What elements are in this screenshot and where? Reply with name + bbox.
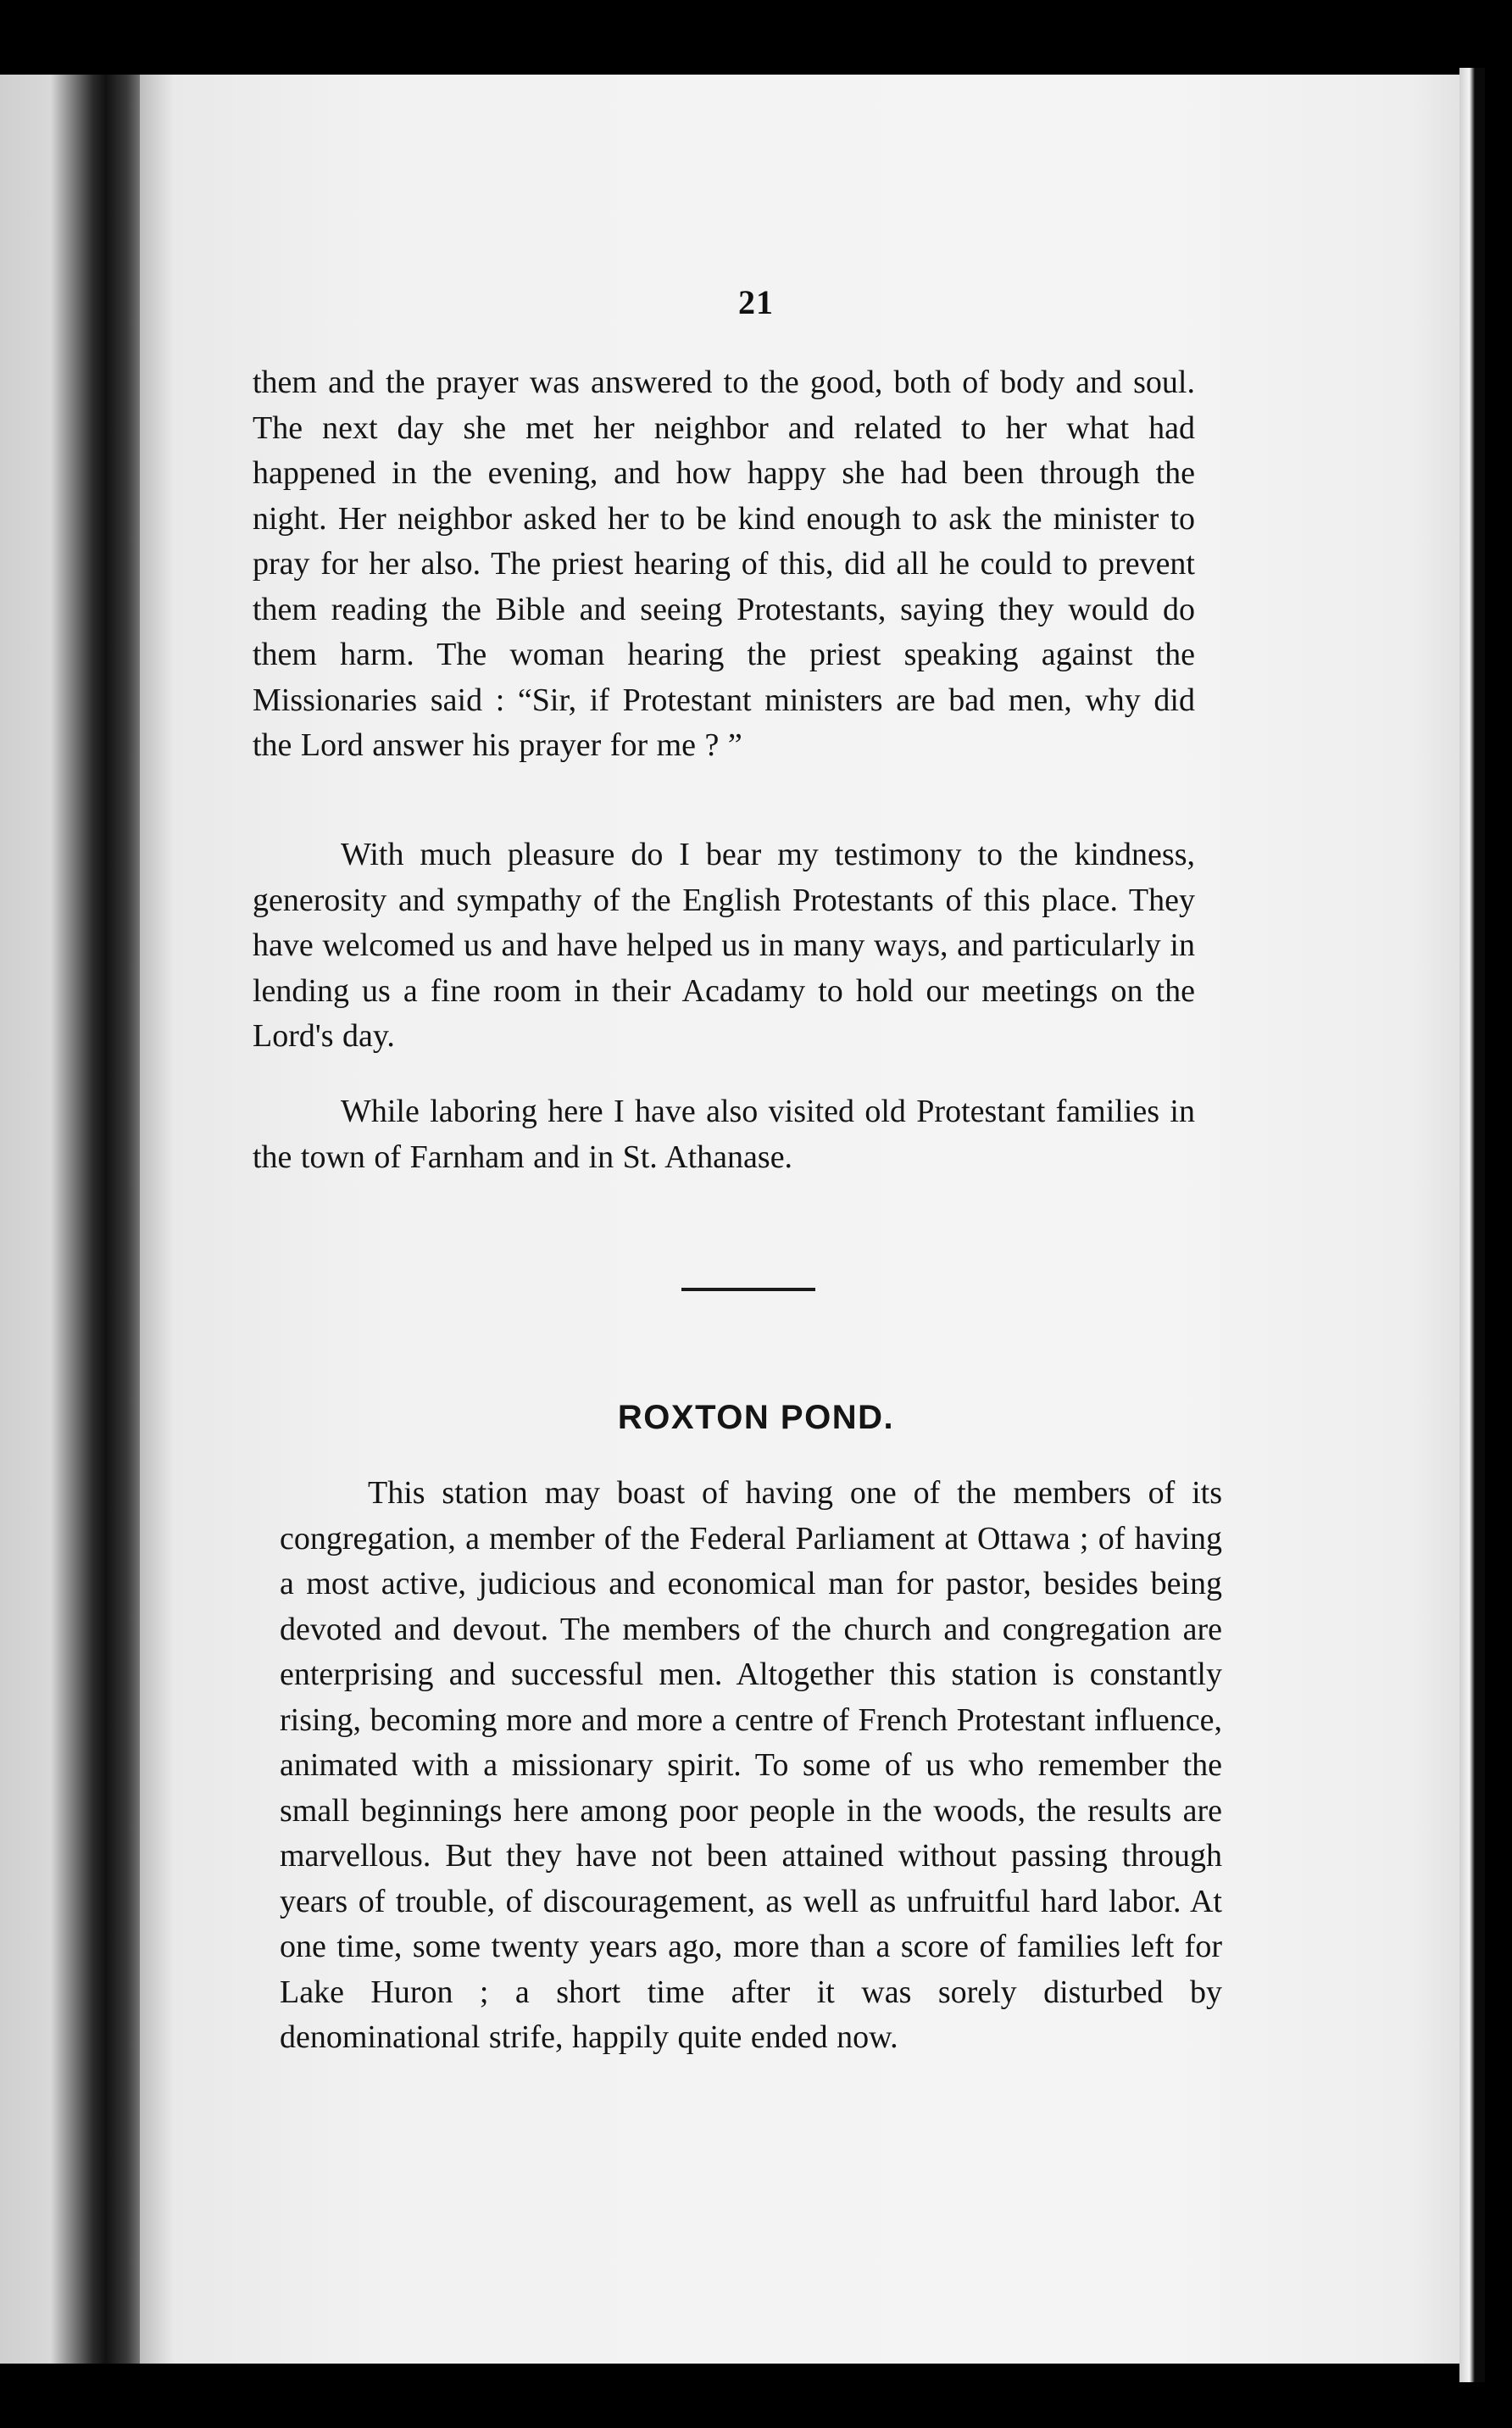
paragraph-text: them and the prayer was answered to the good, both of body and soul. The next day she met her neighbor and related to her what had happened in the evening, and how happy she had been through the night. Her neighbor asked her to be kind enough to ask the minister to pray for her also. The priest hearing of this, did all he could to prevent them reading the Bible and seeing Protestants, saying they would do them harm. The woman hearing the priest speaking against the Missionaries said : “Sir, if Protestant ministers are bad men, why did the Lord answer his prayer for me ? ” xyxy=(253,365,1195,763)
paragraph-visits xyxy=(253,1089,1195,1180)
section-heading: ROXTON POND. xyxy=(617,1399,895,1436)
book-gutter-shadow xyxy=(0,75,148,2364)
paragraph-text: With much pleasure do I bear my testimony to the kindness, generosity and sympathy of the English Protestants of this place. They have welcomed us and have helped us in many ways, and particularly in lending us a fine room in their Acadamy to hold our meetings on the Lord's day. xyxy=(253,837,1195,1054)
section-divider-rule xyxy=(681,1288,815,1291)
page-number: 21 xyxy=(738,283,774,321)
paragraph-roxton-pond xyxy=(280,1471,1222,2061)
paragraph-testimony xyxy=(253,833,1195,1060)
paragraph-text: This station may boast of having one of the members of its congregation, a member of the Federal Parliament at Ottawa ; of having a most active, judicious and economical man for pastor, besides being devoted and devout. The members of the church and congregation are enterprising and successful men. Altogether this station is constantly rising, becoming more and more a centre of French Protestant influence, animated with a missionary spirit. To some of us who remember the small beginnings here among poor people in the woods, the results are marvellous. But they have not been attained without passing through years of trouble, of discouragement, as well as unfruitful hard labor. At one time, some twenty years ago, more than a score of families left for Lake Huron ; a short time after it was sorely disturbed by denominational strife, happily quite ended now. xyxy=(280,1475,1222,2055)
paragraph-text: While laboring here I have also visited old Protestant families in the town of Farnham and in St. Athanase. xyxy=(253,1094,1195,1175)
paragraph-continuation xyxy=(253,360,1195,769)
page-right-edge xyxy=(1459,68,1485,2382)
